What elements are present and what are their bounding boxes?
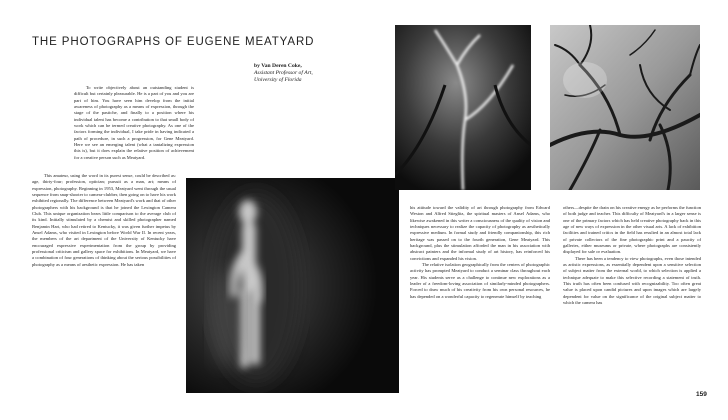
paragraph-5: others—despite the drain on his creative energy as he performs the function of both judge and teacher. This difficulty of Meatyard's in a larger sense is one of the primary factors which has held creative photography back in this age of new ways of expression in the other visual arts. A lack of exhibition facilities and trained critics in the field has resulted in an almost total lack of private collectors of the fine photographic print and a paucity of galleries, either museums or private, where photographs are consistently displayed for sale or evaluation.	[563, 205, 701, 255]
paragraph-1: To write objectively about an outstanding student is difficult but certainly pleasurable. He is a part of you and you are part of him. You have seen him develop from the initial awareness of photography as a means of expression, through the stage of the pastiche, and finally to a position where his individual talent has become a contribution to that small body of work which can be termed creative photography. As one of the factors forming the individual, I take pride in having indicated a path of procedure, in such a progression, for Gene Meatyard. Here we see an emerging talent (what a tantalizing expression this is), but it does explain the relative position of achievement for a creative person such as Meatyard.	[74, 85, 194, 160]
paragraph-3: his attitude toward the validity of art through photography from Edward Weston and Alfred Stieglitz, the spiritual masters of Ansel Adams, who likewise awakened in this writer a consciousness of the quality of vision and techniques necessary to realize the capacity of photography as aesthetically expressive medium. In formal study and friendly companionship, this rich heritage was passed on to the fourth generation, Gene Meatyard. This background, plus the stimulation afforded the man in his association with abstract painters and the informal study of art history, has reinforced his convictions and expanded his vision.	[410, 205, 550, 261]
text-column-2	[410, 205, 550, 395]
paragraph-2: This amateur, using the word in its purest sense, could be described as: age, thirty-four; profession, optician; pursuit as a man, art; means of expression, photography. Beginning in 1953, Meatyard went through the usual sequence from snap-shooter to camera-clubber, then going on to have his work exhibited regionally. The difference between Meatyard's work and that of other photographers with his background is that he joined the Lexington Camera Club. This unique organization bears little comparison to the average club of its kind. Initially stimulated by a chemist and skilled photographer named Benjamin Hart, who had retired to Kentucky, it was given further impetus by Ansel Adams, who visited in Lexington before World War II. In recent years, the members of the art department of the University of Kentucky have encouraged expressive experimentation from the group by providing professional criticism and gallery space for exhibitions. In Meatyard, we have a combination of four generations of thinking about the serious possibilities of photography as a means of aesthetic expression. He has taken	[32, 173, 176, 267]
page-number: 159	[696, 391, 707, 398]
byline	[254, 63, 313, 85]
text-column-3	[563, 205, 701, 395]
article-title: THE PHOTOGRAPHS OF EUGENE MEATYARD	[32, 36, 315, 48]
photo-branches-light	[550, 25, 700, 190]
photo-thorn-branches	[395, 25, 531, 190]
author-role-title: Assistant Professor of Art,	[254, 70, 313, 77]
author-name: by Van Deren Coke,	[254, 63, 302, 69]
author-role-institution: University of Florida	[254, 77, 302, 84]
text-column-1-lower	[32, 173, 176, 394]
photo-blurred-figure	[186, 178, 399, 393]
paragraph-4: The relative isolation geographically from the centers of photographic activity has prompted Meatyard to conduct a seminar class throughout each year. His students serve as a challenge to continue new explorations as a leader of a freedom-loving association of similarly-minded photographers. Forced to draw much of his creativity from his own personal resources, he has depended on a wonderful capacity to regenerate himself by teaching	[410, 261, 550, 299]
paragraph-6: There has been a tendency to view photographs, even those intended as artistic expressions, as essentially dependent upon a sensitive selection of subject matter from the external world, to which selection is applied a technique adequate to make this selective recording a statement of truth. This truth has often been confused with recognizability. Too often great value is placed upon candid pictures and upon images which are largely dependent for value on the significance of the original subject matter to which the camera has	[563, 255, 701, 305]
